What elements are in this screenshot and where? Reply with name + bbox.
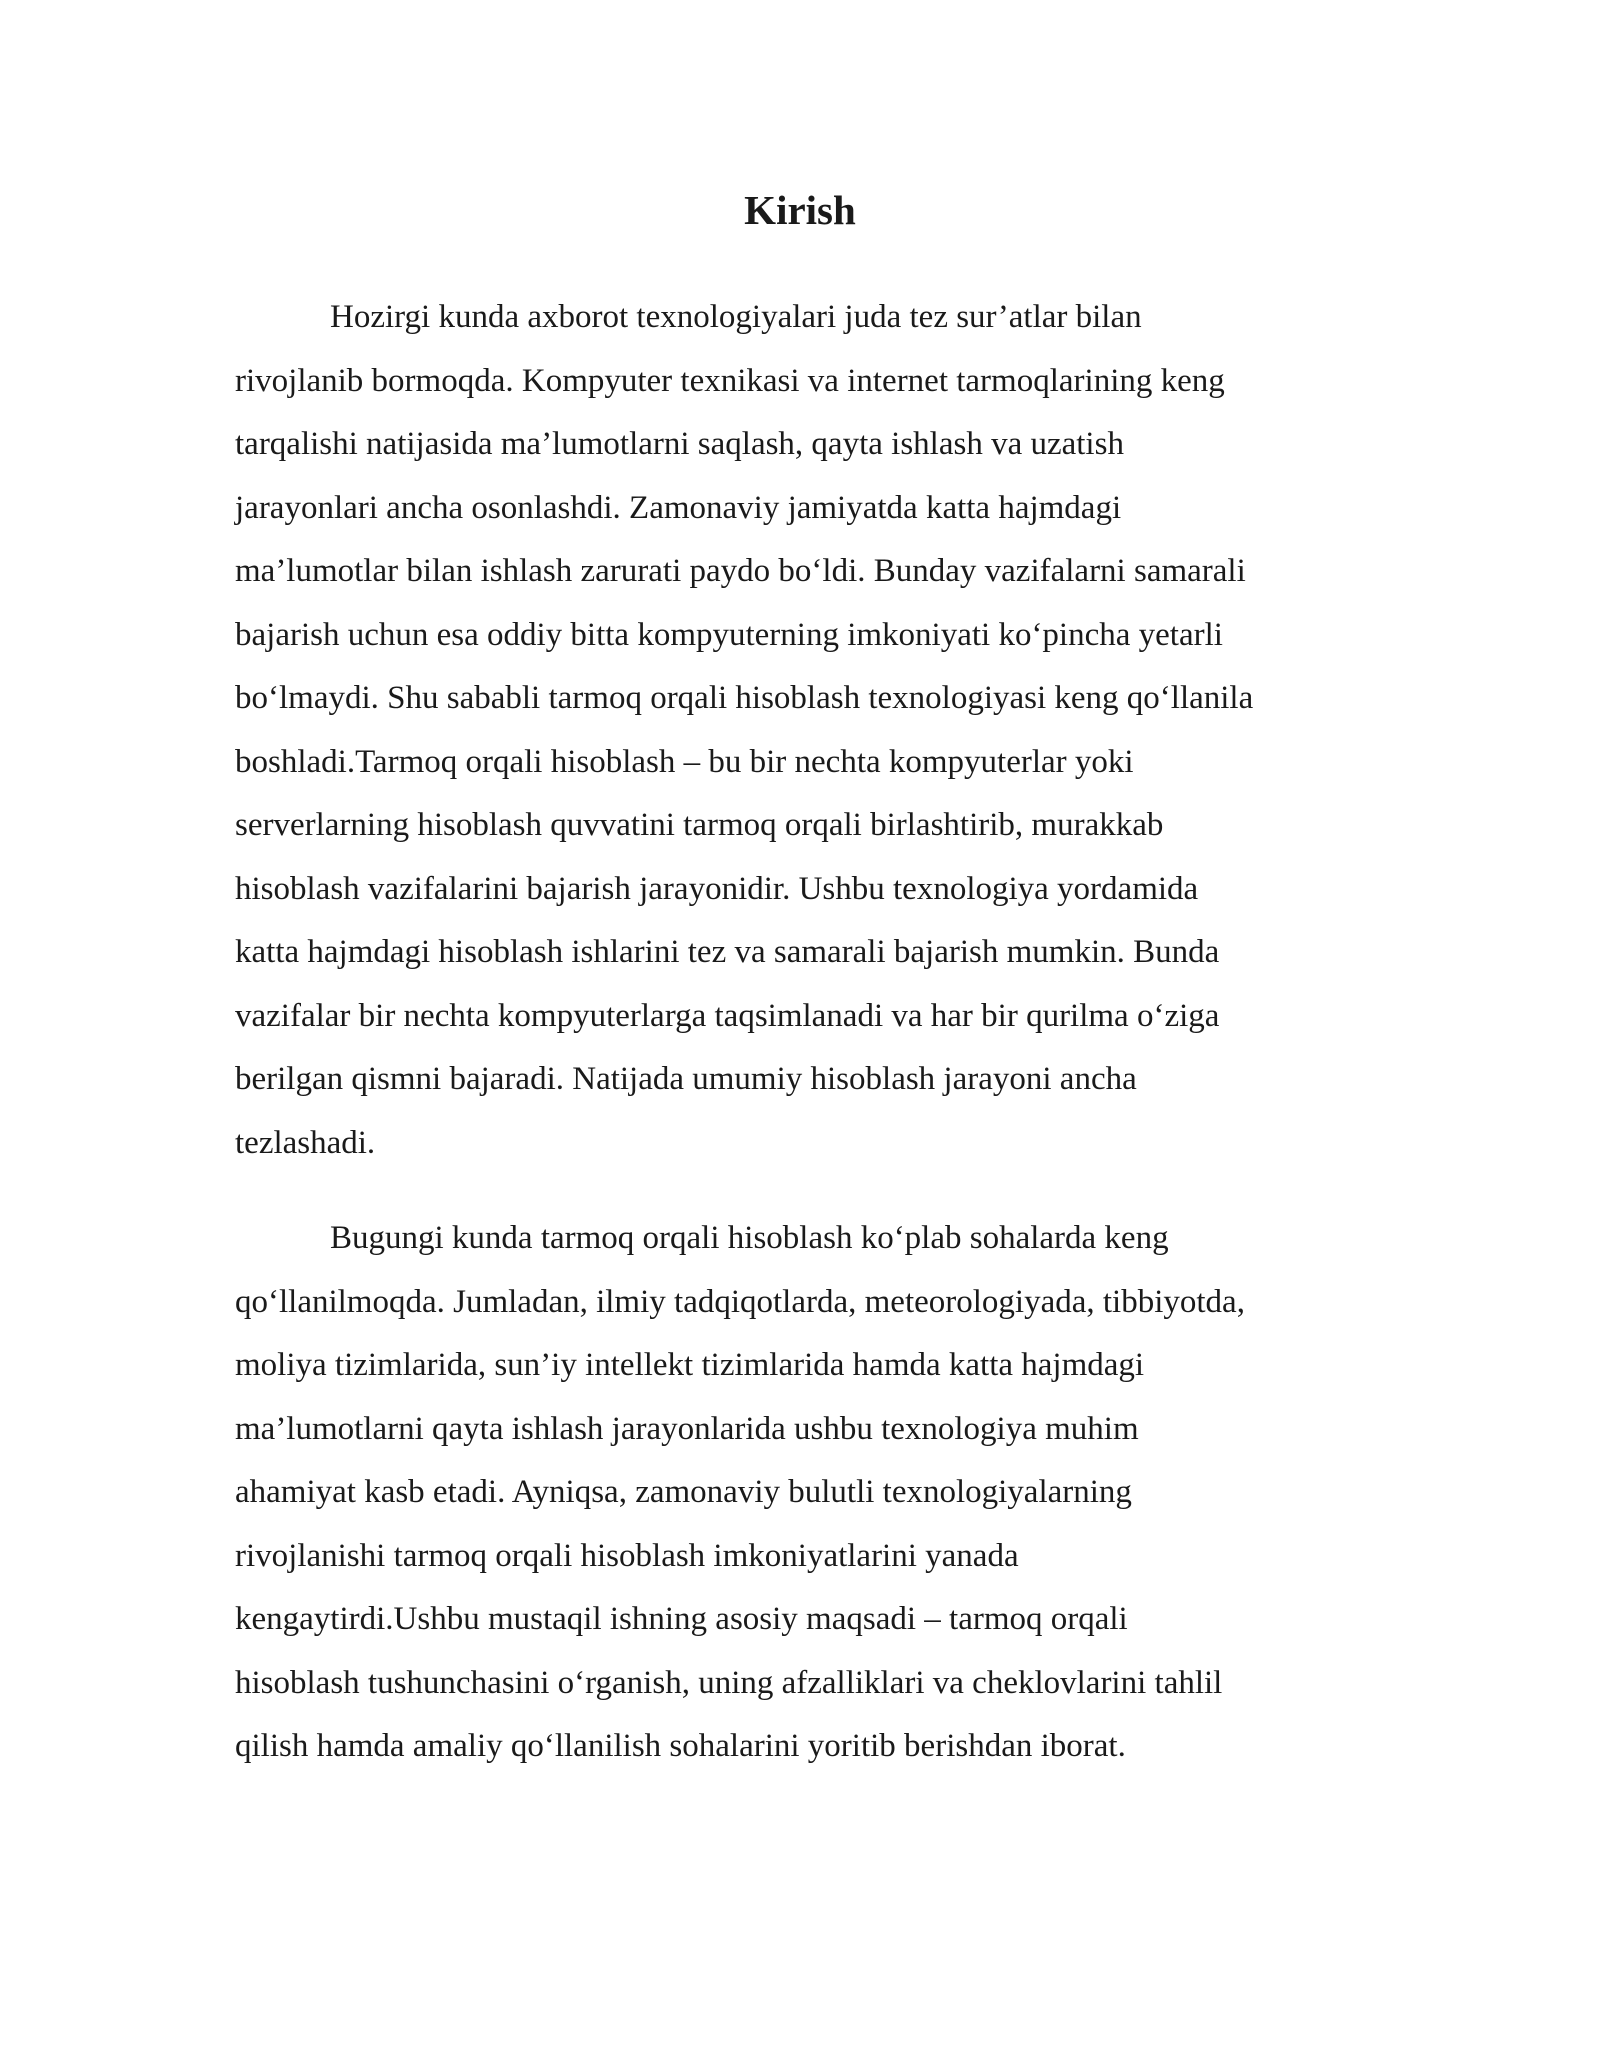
paragraph-line: jarayonlari ancha osonlashdi. Zamonaviy jamiyatda katta hajmdagi (235, 489, 1122, 526)
paragraph-line: serverlarning hisoblash quvvatini tarmoq orqali birlashtirib, murakkab (235, 807, 1164, 843)
paragraph-line: qo‘llanilmoqda. Jumladan, ilmiy tadqiqotlarda, meteorologiyada, tibbiyotda, (235, 1283, 1245, 1320)
paragraph-line: moliya tizimlarida, sun’iy intellekt tizimlarida hamda katta hajmdagi (235, 1347, 1145, 1383)
paragraph-line: Bugungi kunda tarmoq orqali hisoblash ko‘plab sohalarda keng (330, 1220, 1169, 1256)
paragraph-1 (235, 286, 1375, 1175)
paragraph-line: boshladi.Tarmoq orqali hisoblash – bu bir nechta kompyuterlar yoki (235, 743, 1134, 780)
paragraph-line: katta hajmdagi hisoblash ishlarini tez va samarali bajarish mumkin. Bunda (235, 934, 1220, 970)
paragraph-line: Hozirgi kunda axborot texnologiyalari juda tez sur’atlar bilan (330, 299, 1142, 335)
paragraph-line: rivojlanib bormoqda. Kompyuter texnikasi va internet tarmoqlarining keng (235, 362, 1225, 399)
paragraph-line: qilish hamda amaliy qo‘llanilish sohalarini yoritib berishdan iborat. (235, 1728, 1126, 1764)
paragraph-line: berilgan qismni bajaradi. Natijada umumiy hisoblash jarayoni ancha (235, 1061, 1137, 1097)
paragraph-line: tarqalishi natijasida ma’lumotlarni saqlash, qayta ishlash va uzatish (235, 426, 1124, 462)
page-title: Kirish (744, 187, 856, 233)
paragraph-line: ma’lumotlarni qayta ishlash jarayonlarida ushbu texnologiya muhim (235, 1410, 1139, 1447)
paragraph-2 (235, 1207, 1375, 1779)
paragraph-line: hisoblash tushunchasini o‘rganish, uning afzalliklari va cheklovlarini tahlil (235, 1664, 1223, 1701)
paragraph-line: ahamiyat kasb etadi. Ayniqsa, zamonaviy bulutli texnologiyalarning (235, 1474, 1132, 1510)
paragraph-line: rivojlanishi tarmoq orqali hisoblash imkoniyatlarini yanada (235, 1537, 1019, 1574)
paragraph-line: kengaytirdi.Ushbu mustaqil ishning asosiy maqsadi – tarmoq orqali (235, 1601, 1128, 1637)
paragraph-line: bo‘lmaydi. Shu sababli tarmoq orqali hisoblash texnologiyasi keng qo‘llanila (235, 680, 1254, 716)
paragraph-line: vazifalar bir nechta kompyuterlarga taqsimlanadi va har bir qurilma o‘ziga (235, 997, 1220, 1034)
paragraph-line: ma’lumotlar bilan ishlash zarurati paydo bo‘ldi. Bunday vazifalarni samarali (235, 553, 1246, 589)
paragraph-line: bajarish uchun esa oddiy bitta kompyuterning imkoniyati ko‘pincha yetarli (235, 616, 1223, 653)
paragraph-line: hisoblash vazifalarini bajarish jarayonidir. Ushbu texnologiya yordamida (235, 870, 1199, 907)
paragraph-line: tezlashadi. (235, 1124, 376, 1161)
